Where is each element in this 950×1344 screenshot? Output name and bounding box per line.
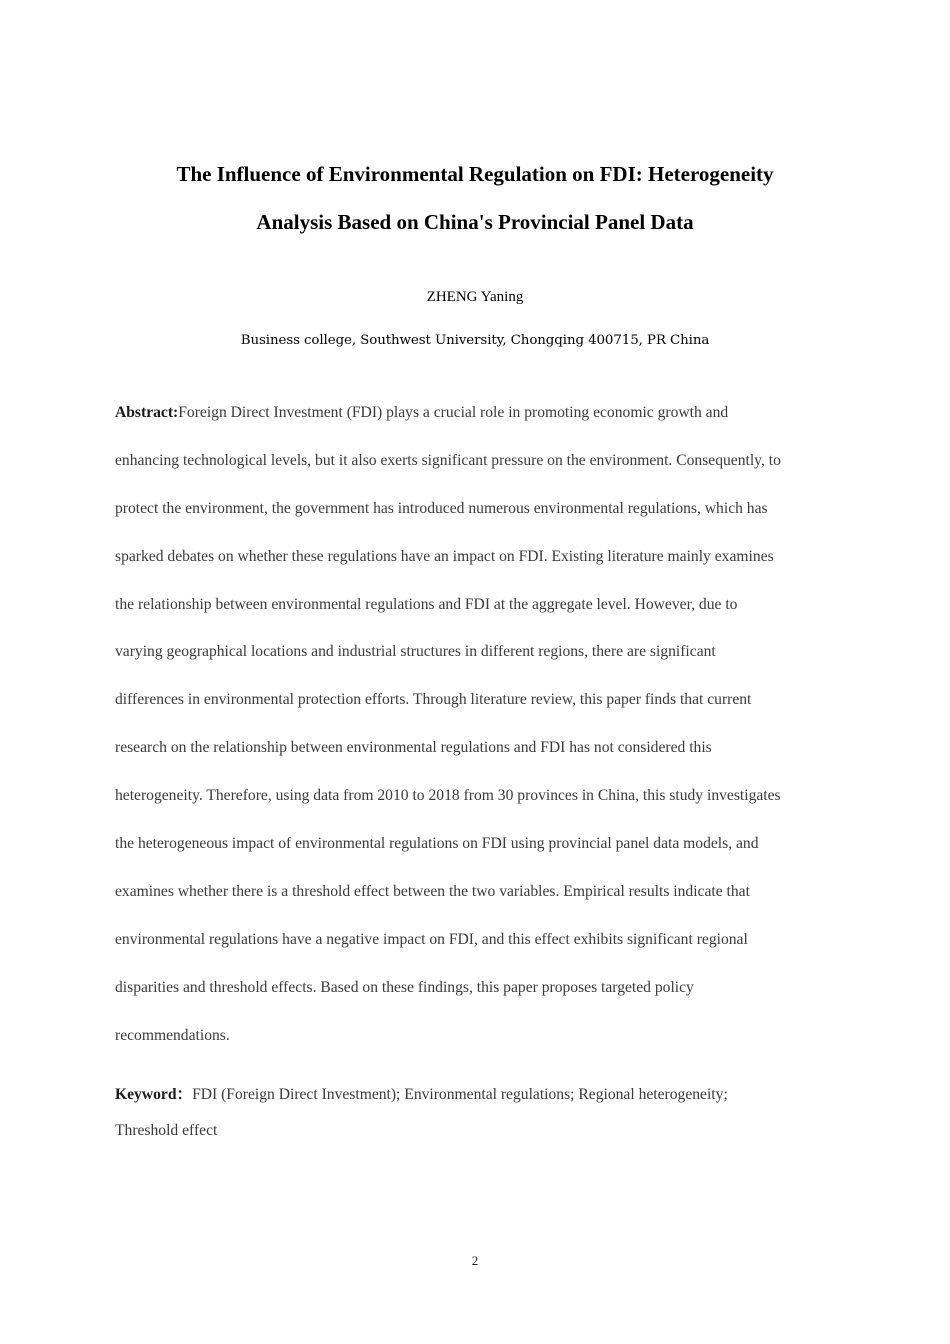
abstract-line: heterogeneity. Therefore, using data from 2010 to 2018 from 30 provinces in China, this study investigates: [115, 787, 781, 805]
title-line: Analysis Based on China's Provincial Panel Data: [256, 210, 694, 234]
keywords: [115, 1082, 845, 1154]
abstract-line: differences in environmental protection efforts. Through literature review, this paper finds that current: [115, 691, 752, 709]
abstract-line: protect the environment, the government has introduced numerous environmental regulations, which has: [115, 499, 768, 517]
title-line: The Influence of Environmental Regulation on FDI: Heterogeneity: [176, 162, 774, 186]
author-affiliation: Business college, Southwest University, Chongqing 400715, PR China: [240, 333, 710, 348]
abstract-line: the relationship between environmental regulations and FDI at the aggregate level. However, due to: [115, 595, 738, 613]
keywords-line: [115, 1082, 845, 1118]
abstract-label: Abstract:: [115, 404, 179, 421]
keywords-label: Keyword：: [115, 1086, 193, 1103]
abstract-line: the heterogeneous impact of environmental regulations on FDI using provincial panel data models, and: [115, 835, 759, 853]
abstract-line: recommendations.: [115, 1026, 230, 1044]
page-number: 2: [471, 1253, 479, 1268]
abstract-text: Foreign Direct Investment (FDI) plays a crucial role in promoting economic growth and: [178, 404, 729, 421]
keywords-text: FDI (Foreign Direct Investment); Environmental regulations; Regional heterogeneity;: [192, 1086, 728, 1103]
author-name: ZHENG Yaning: [426, 289, 524, 305]
abstract: [115, 400, 845, 1070]
abstract-line: disparities and threshold effects. Based on these findings, this paper proposes targeted policy: [115, 978, 694, 996]
abstract-line: sparked debates on whether these regulations have an impact on FDI. Existing literature mainly examines: [115, 547, 774, 565]
paper-title: [100, 150, 850, 246]
abstract-line: enhancing technological levels, but it also exerts significant pressure on the environment. Consequently, to: [115, 451, 781, 469]
abstract-line: research on the relationship between environmental regulations and FDI has not considered this: [115, 739, 712, 757]
abstract-line: environmental regulations have a negative impact on FDI, and this effect exhibits significant regional: [115, 930, 748, 948]
abstract-line: varying geographical locations and industrial structures in different regions, there are significant: [115, 643, 716, 661]
abstract-line: examines whether there is a threshold effect between the two variables. Empirical results indicate that: [115, 882, 750, 900]
keywords-line: Threshold effect: [115, 1122, 218, 1139]
abstract-line: [115, 400, 845, 448]
